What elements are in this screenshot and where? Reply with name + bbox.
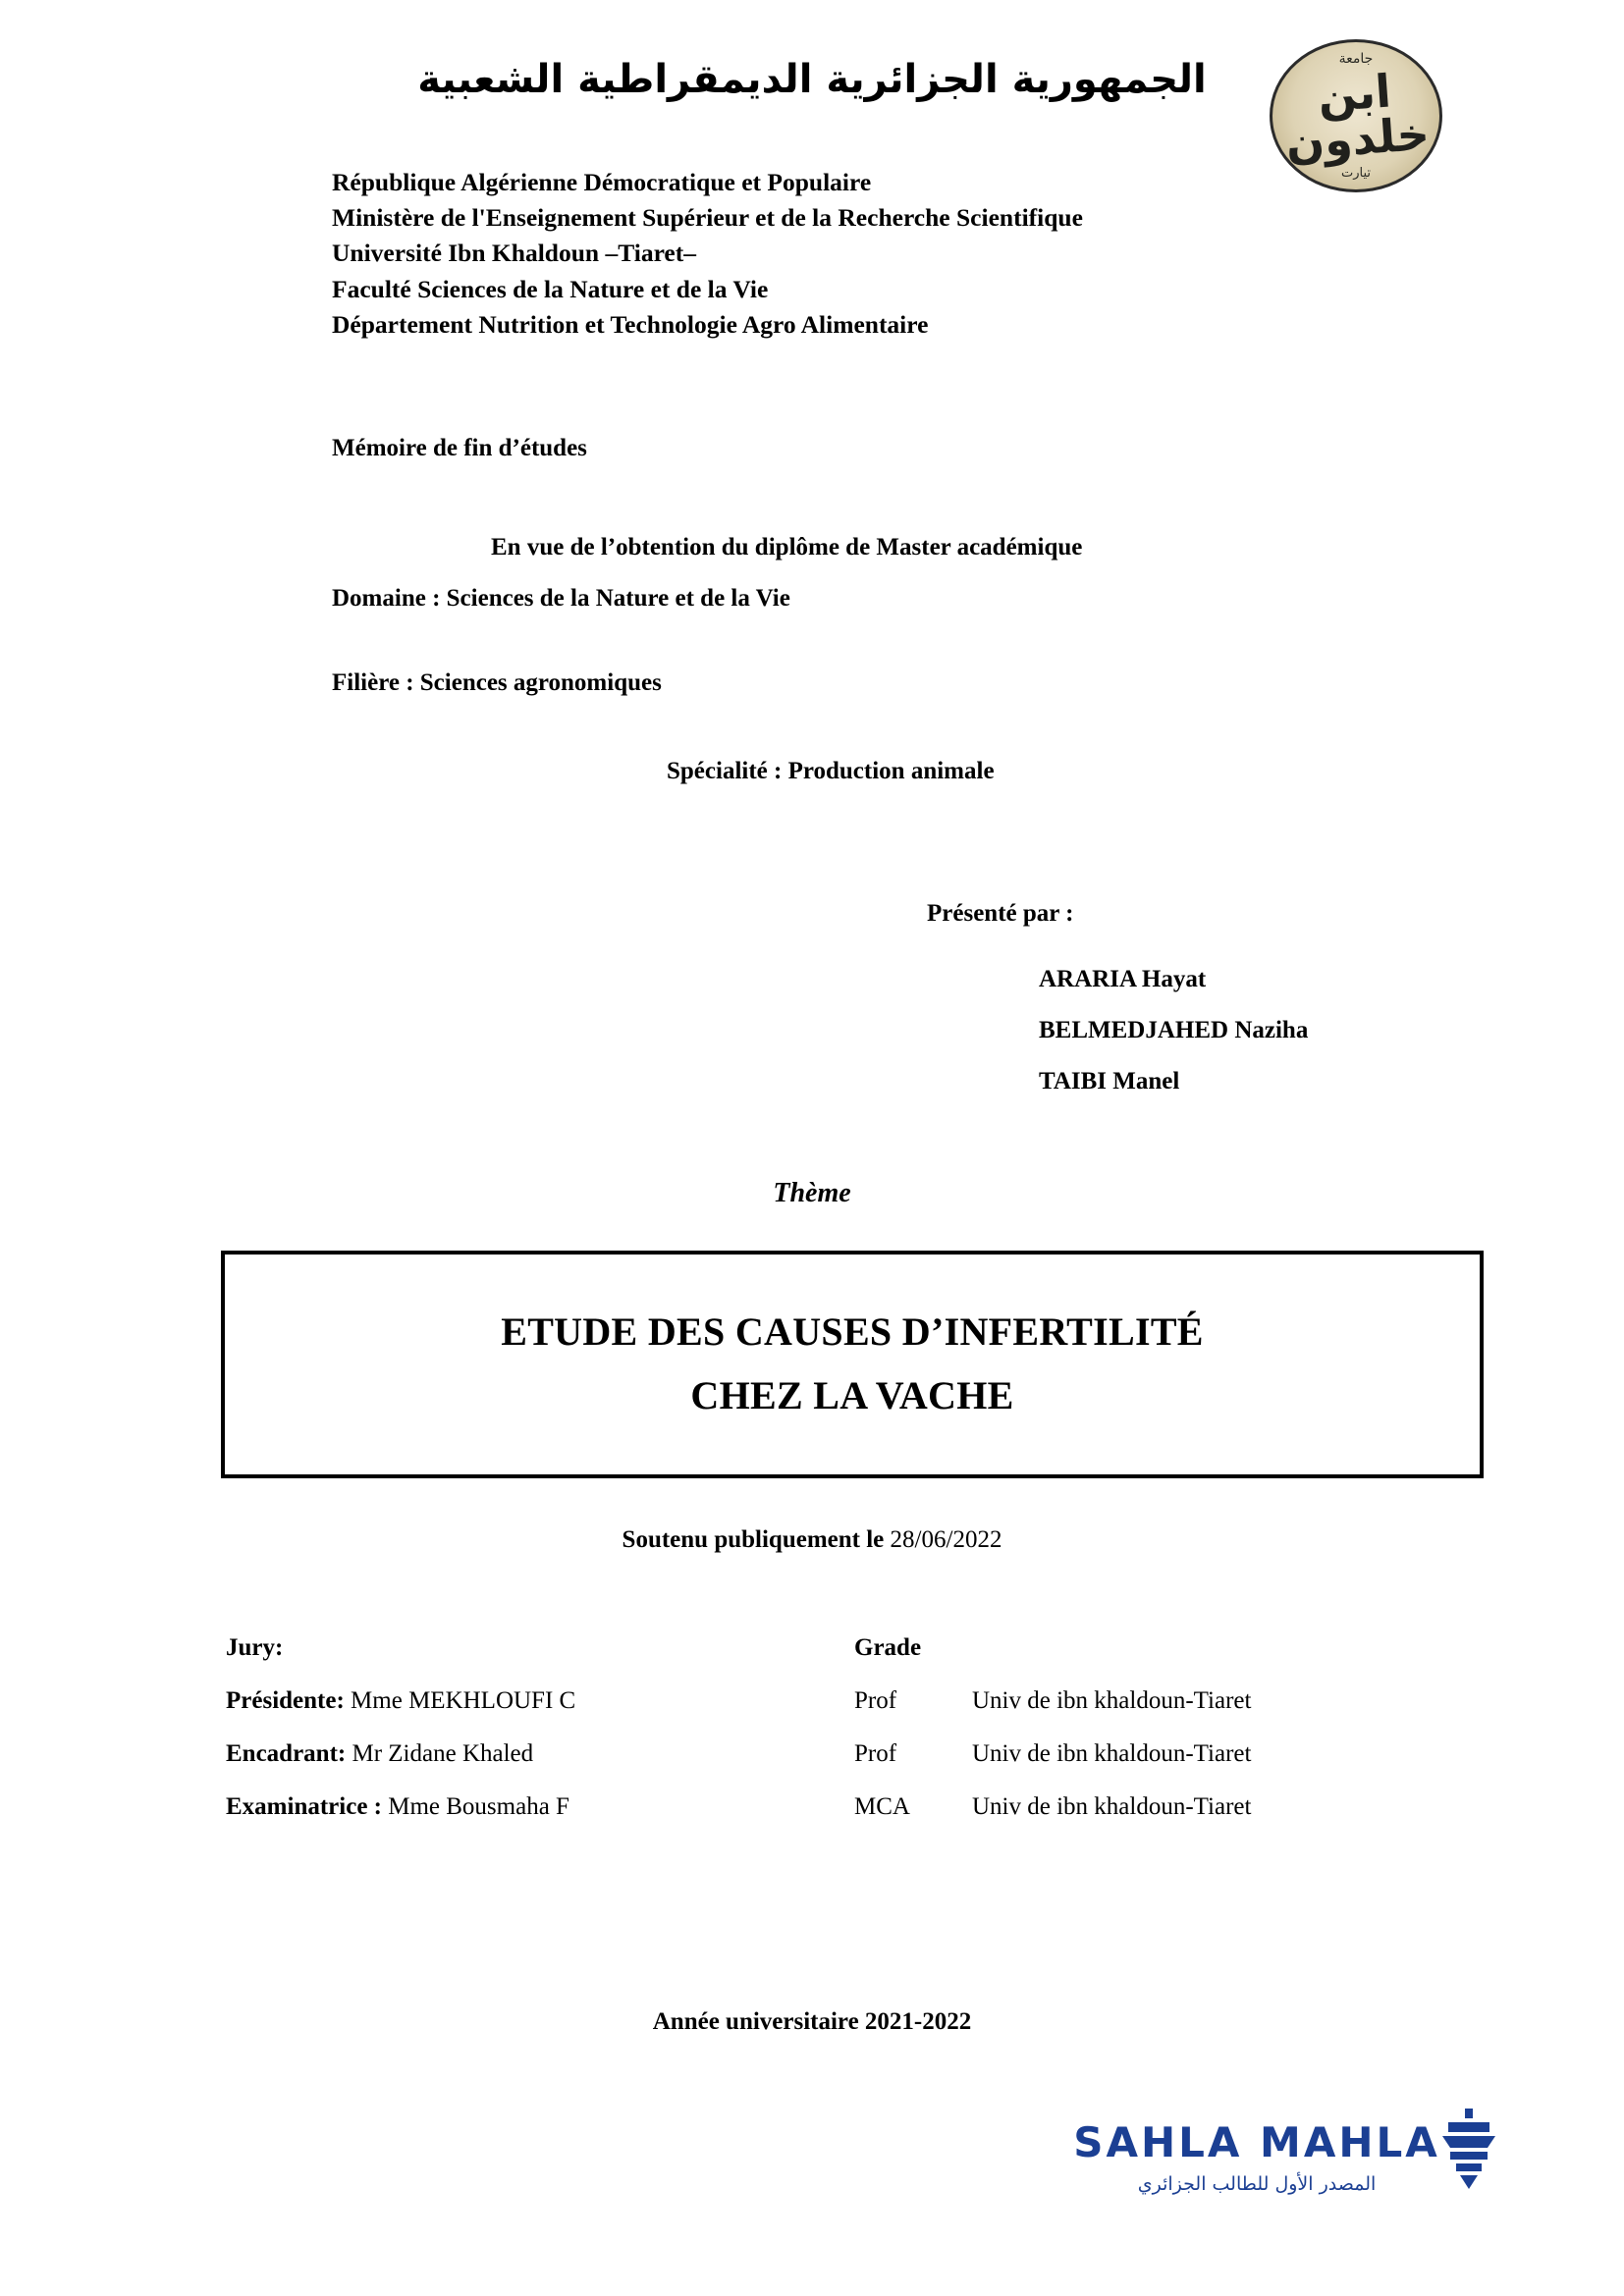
institution-line-3: Université Ibn Khaldoun –Tiaret– <box>332 239 696 268</box>
jury-member-1 <box>226 1687 854 1715</box>
jury-grade-1: Prof <box>854 1687 897 1714</box>
table-row <box>226 1793 1453 1821</box>
seal-top-text: جامعة <box>1338 51 1374 67</box>
jury-affiliation-3: Univ de ibn khaldoun-Tiaret <box>972 1793 1252 1820</box>
authors-list <box>1039 954 1308 1106</box>
memoire-label: Mémoire de fin d’études <box>332 435 587 461</box>
presented-by-label: Présenté par : <box>927 900 1074 927</box>
seal-bottom-text: تيارت <box>1340 166 1372 181</box>
jury-title: Jury: <box>226 1634 284 1661</box>
jury-name-3: Mme Bousmaha F <box>388 1793 569 1820</box>
theme-label: Thème <box>773 1178 851 1208</box>
seal-center-text: ابن خلدون <box>1283 64 1432 170</box>
academic-year: Année universitaire 2021-2022 <box>652 2008 972 2035</box>
watermark-subtitle: المصدر الأول للطالب الجزائري <box>1137 2173 1377 2195</box>
jury-role-3: Examinatrice : <box>226 1793 382 1820</box>
sahla-mahla-watermark <box>1065 2101 1507 2228</box>
theme-title-line-2: CHEZ LA VACHE <box>690 1373 1014 1417</box>
arabic-state-title: الجمهورية الجزائرية الديمقراطية الشعبية <box>417 57 1207 102</box>
domaine-line: Domaine : Sciences de la Nature et de la Vie <box>332 585 790 612</box>
jury-role-1: Présidente: <box>226 1687 345 1714</box>
table-row <box>226 1687 1453 1715</box>
institution-block <box>332 165 1412 343</box>
jury-name-1: Mme MEKHLOUFI C <box>351 1687 576 1714</box>
theme-title-box <box>221 1251 1484 1478</box>
jury-role-2: Encadrant: <box>226 1740 347 1767</box>
watermark-logo-icon <box>1438 2109 1499 2193</box>
institution-line-4: Faculté Sciences de la Nature et de la Vie <box>332 274 769 303</box>
jury-member-2 <box>226 1740 854 1768</box>
table-row <box>226 1740 1453 1768</box>
jury-table <box>226 1634 1453 1846</box>
specialite-line: Spécialité : Production animale <box>667 758 995 784</box>
theme-title-line-1: ETUDE DES CAUSES D’INFERTILITÉ <box>501 1309 1204 1355</box>
defense-date-line <box>0 1526 1624 1554</box>
author-3: TAIBI Manel <box>1039 1067 1180 1095</box>
watermark-text: SAHLA MAHLA <box>1073 2118 1440 2166</box>
jury-affiliation-1: Univ de ibn khaldoun-Tiaret <box>972 1687 1252 1714</box>
jury-grade-2: Prof <box>854 1740 897 1767</box>
institution-line-2: Ministère de l'Enseignement Supérieur et de la Recherche Scientifique <box>332 203 1083 233</box>
jury-table-header <box>226 1634 1453 1662</box>
jury-affiliation-2: Univ de ibn khaldoun-Tiaret <box>972 1740 1252 1767</box>
institution-line-5: Département Nutrition et Technologie Agro Alimentaire <box>332 309 929 339</box>
institution-line-1: République Algérienne Démocratique et Populaire <box>332 168 872 196</box>
filiere-line: Filière : Sciences agronomiques <box>332 669 662 696</box>
jury-grade-3: MCA <box>854 1793 910 1820</box>
jury-name-2: Mr Zidane Khaled <box>352 1740 534 1767</box>
diploma-statement: En vue de l’obtention du diplôme de Master académique <box>491 534 1083 561</box>
jury-grade-header: Grade <box>854 1634 922 1661</box>
author-2: BELMEDJAHED Naziha <box>1039 1016 1309 1043</box>
defense-date: 28/06/2022 <box>890 1526 1002 1553</box>
author-1: ARARIA Hayat <box>1039 966 1207 992</box>
defense-label: Soutenu publiquement le <box>622 1526 885 1553</box>
jury-member-3 <box>226 1793 854 1821</box>
